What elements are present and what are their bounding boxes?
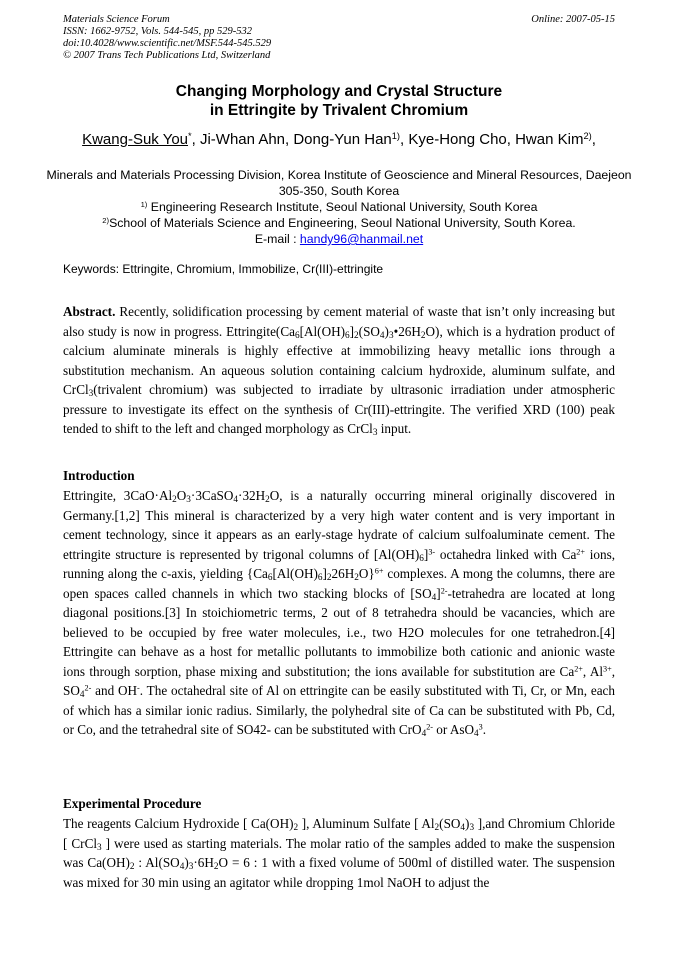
abstract-text: •26H	[393, 323, 421, 339]
superscript: 2-	[426, 722, 433, 732]
superscript: 2+	[576, 547, 585, 556]
affiliation-mark: 2)	[102, 215, 110, 225]
issn-line: ISSN: 1662-9752, Vols. 544-545, pp 529-532	[63, 26, 252, 37]
subscript: 2	[172, 493, 177, 504]
abstract-text: [Al(OH)	[299, 323, 346, 339]
superscript: 2-	[84, 683, 92, 693]
affiliation-mark: 1)	[140, 199, 148, 209]
subscript: 3	[97, 841, 102, 852]
subscript: 3	[188, 860, 194, 871]
superscript: -	[137, 683, 140, 693]
exp-text: ], Aluminum Sulfate [ Al	[298, 816, 435, 831]
intro-text: ]	[423, 546, 429, 562]
email-label: E-mail :	[254, 232, 300, 246]
intro-text: ·32H	[238, 488, 266, 503]
abstract-label: Abstract.	[63, 304, 116, 319]
exp-text: ·6H	[193, 855, 214, 870]
intro-text: [Al(OH)	[272, 566, 318, 581]
author-mark: 2)	[583, 130, 592, 141]
superscript: 3	[478, 722, 483, 732]
doi-line: doi:10.4028/www.scientific.net/MSF.544-545.529	[63, 38, 272, 49]
author-mark: 1)	[391, 130, 401, 141]
superscript: 6+	[374, 566, 384, 576]
superscript: 3+	[603, 664, 612, 673]
exp-text: ],and Chromium Chloride [ CrCl	[63, 816, 615, 851]
exp-text: )	[184, 855, 189, 870]
subscript: 4	[379, 329, 385, 340]
journal-name: Materials Science Forum	[63, 14, 170, 25]
subscript: 4	[431, 591, 437, 602]
copyright-line: © 2007 Trans Tech Publications Ltd, Switzerland	[63, 50, 271, 61]
intro-text: .	[482, 722, 487, 737]
intro-text: 26H	[331, 566, 355, 581]
introduction-paragraph	[63, 486, 615, 740]
intro-text: ]	[436, 585, 441, 601]
exp-text: )	[465, 816, 470, 831]
subscript: 2	[265, 493, 270, 504]
intro-text: or AsO	[433, 722, 475, 737]
affiliation-1	[40, 199, 638, 215]
intro-text: O	[176, 488, 187, 503]
superscript: 3-	[428, 547, 436, 556]
subscript: 6	[294, 329, 300, 340]
journal-header	[63, 14, 615, 62]
subscript: 3	[88, 387, 94, 398]
subscript: 4	[179, 860, 185, 871]
subscript: 4	[474, 727, 479, 738]
subscript: 2	[354, 329, 359, 340]
affiliation-main: Minerals and Materials Processing Division, Korea Institute of Geoscience and Mineral Resources, Daejeon 305-350, South Korea	[46, 168, 632, 198]
subscript: 3	[469, 821, 475, 832]
intro-text: and OH	[91, 683, 138, 698]
intro-text: octahedra linked with Ca	[435, 546, 577, 562]
paper-title	[40, 82, 638, 120]
intro-text: ·3CaSO	[190, 488, 234, 503]
introduction-heading: Introduction	[63, 468, 135, 483]
subscript: 6	[345, 329, 350, 340]
title-line-1: Changing Morphology and Crystal Structure	[175, 83, 503, 100]
abstract-text: )	[384, 323, 389, 339]
author-names: , Ji-Whan Ahn, Dong-Yun Han	[191, 131, 392, 148]
subscript: 6	[267, 571, 273, 582]
exp-text: ] were used as starting materials. The molar ratio of the samples added to make the suspension was Ca(OH)	[63, 835, 615, 870]
intro-text: , SO	[63, 663, 616, 698]
author-names: , Kye-Hong Cho, Hwan Kim	[400, 131, 584, 148]
affiliation-text: Engineering Research Institute, Seoul National University, South Korea	[147, 200, 538, 214]
intro-text: O, is a naturally occurring mineral originally discovered in Germany.[1,2] This mineral is characterized by a very high water content and is very important in cement technology, since it appears as an early-stage hydrate of calcium sulfoaluminate cement. The ettringite structure is represented by trigonal columns of [Al(OH)	[63, 488, 615, 562]
subscript: 3	[372, 426, 378, 437]
title-line-2: in Ettringite by Trivalent Chromium	[209, 102, 469, 119]
author-names: ,	[591, 131, 596, 148]
abstract-text: input.	[377, 421, 412, 436]
subscript: 3	[186, 493, 191, 504]
experimental-heading: Experimental Procedure	[63, 796, 202, 811]
abstract-paragraph	[63, 302, 615, 439]
subscript: 2	[129, 860, 135, 871]
intro-text: ]	[322, 566, 327, 581]
exp-text: O = 6 : 1 with a fixed volume of 500ml of distilled water. The suspension was mixed for 30 min using an agitator while dropping 1mol NaOH to adjust the	[63, 855, 615, 890]
author-mark: *	[188, 130, 192, 141]
subscript: 6	[419, 552, 424, 563]
subscript: 2	[434, 821, 440, 832]
corresponding-author: Kwang-Suk You	[82, 131, 189, 148]
subscript: 3	[388, 329, 394, 340]
subscript: 2	[354, 571, 359, 582]
affiliations	[40, 167, 638, 247]
keywords: Keywords: Ettringite, Chromium, Immobilize, Cr(III)-ettringite	[63, 262, 384, 276]
email-link[interactable]: handy96@hanmail.net	[299, 232, 424, 246]
subscript: 4	[421, 727, 427, 738]
exp-text: The reagents Calcium Hydroxide [ Ca(OH)	[63, 816, 294, 831]
intro-text: -tetrahedra are located at long diagonal positions.[3] In stoichiometric terms, 2 out of 8 tetrahedra should be vacancies, which are believed to be occupied by free water molecules, i.e., two H2O molecules for one tetrahedron.[4] Ettringite can behave as a host for metallic pollutants to immobilize both cationic and anionic waste ions through sorption, phase mixing and substitution; the ions available for substitution are Ca	[63, 585, 615, 679]
superscript: 2+	[574, 664, 583, 673]
intro-text: , Al	[582, 663, 604, 679]
subscript: 2	[293, 821, 299, 832]
affiliation-text: School of Materials Science and Engineering, Seoul National University, South Korea.	[109, 216, 576, 230]
abstract-text: (trivalent chromium) was subjected to irradiate by ultrasonic irradiation under atmospheric pressure to investigate its effect on the synthesis of Cr(III)-ettringite. The verified XRD (100) peak tended to shift to the left and changed morphology as CrCl	[63, 382, 615, 436]
intro-text: ions, running along the c-axis, yielding {Ca	[63, 546, 615, 581]
online-date: Online: 2007-05-15	[531, 14, 615, 25]
abstract-text: (SO	[358, 323, 380, 339]
subscript: 4	[79, 688, 85, 699]
email-line	[40, 231, 638, 247]
abstract-text: ]	[349, 323, 355, 339]
exp-text: (SO	[439, 816, 461, 831]
subscript: 2	[326, 571, 332, 582]
intro-text: O}	[358, 566, 375, 581]
experimental-paragraph	[63, 814, 615, 892]
exp-text: : Al(SO	[134, 855, 180, 870]
abstract-text: O), which is a hydration product of calcium aluminate minerals is highly effective at immobilizing heavy metallic ions through a substitution mechanism. An aqueous solution containing calcium hydroxide, aluminum sulfate, and CrCl	[63, 323, 615, 397]
subscript: 4	[233, 493, 239, 504]
superscript: 2-	[440, 586, 448, 595]
subscript: 6	[317, 571, 323, 582]
intro-text: . The octahedral site of Al on ettringite can be easily substituted with Ti, Cr, or Mn, each of which has a similar ionic radius. Similarly, the polyhedral site of Ca can be substituted with Pb, Cd, or Co, and the tetrahedral site of SO42- can be substituted with CrO	[63, 683, 615, 737]
intro-text: Ettringite, 3CaO·Al	[63, 488, 173, 503]
subscript: 2	[213, 860, 219, 871]
author-list	[30, 131, 648, 148]
subscript: 2	[420, 329, 426, 340]
abstract-text: Recently, solidification processing by cement material of waste that isn’t only increasing but also study is now in progress. Ettringite(Ca	[63, 304, 615, 339]
subscript: 4	[460, 821, 466, 832]
affiliation-2	[40, 215, 638, 231]
intro-text: complexes. A mong the columns, there are open spaces called channels in which two stacking blocks of [SO	[63, 566, 615, 601]
